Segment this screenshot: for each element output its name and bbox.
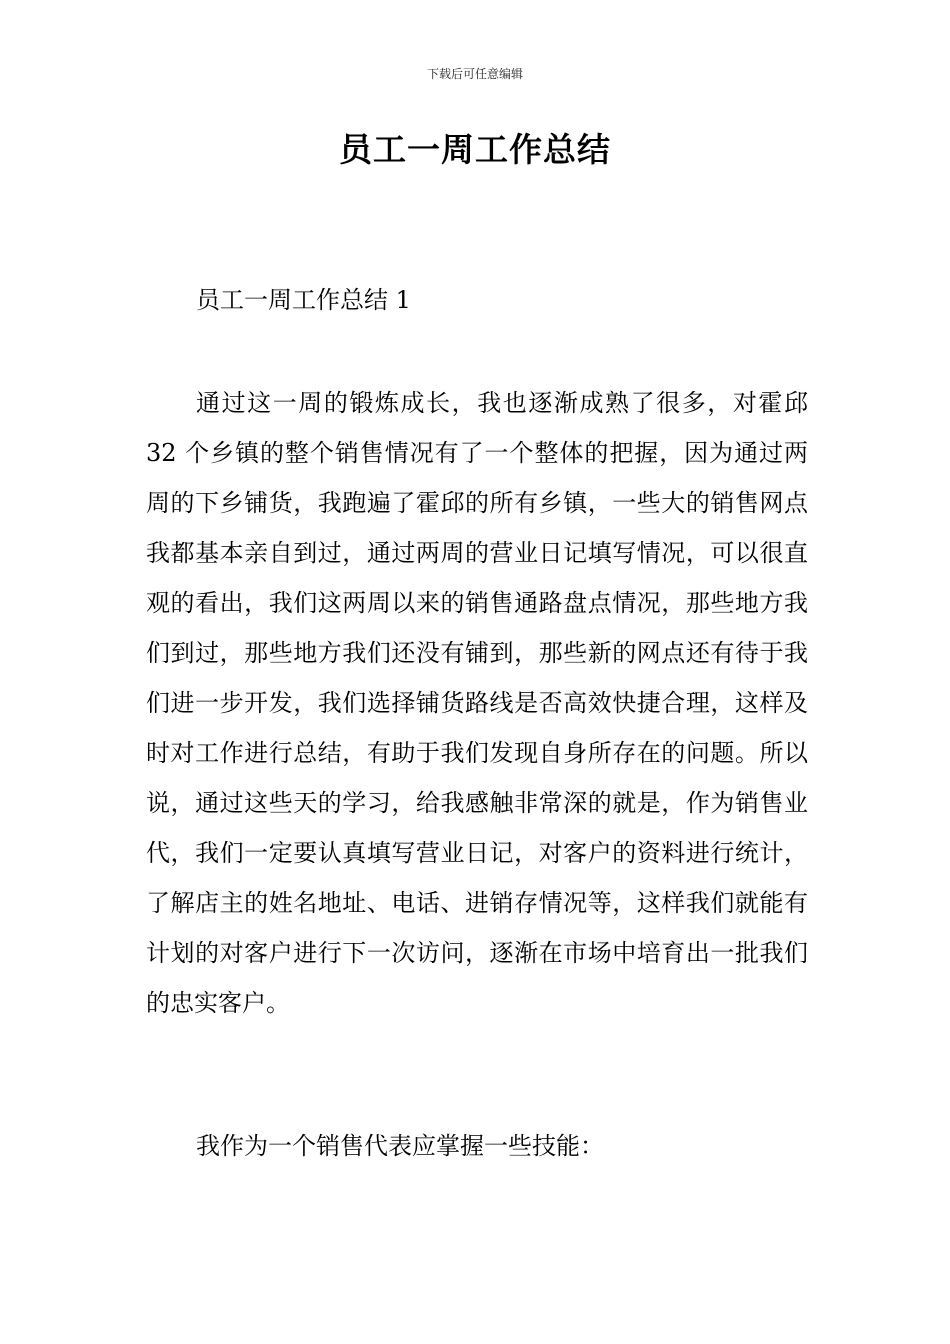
document-title: 员工一周工作总结 — [339, 130, 611, 169]
header-note: 下载后可任意编辑 — [426, 67, 523, 81]
section-heading: 员工一周工作总结 1 — [196, 286, 411, 314]
body-paragraph-1: 通过这一周的锻炼成长，我也逐渐成熟了很多，对霍邱 32 个乡镇的整个销售情况有了一个整体的把握，因为通过两周的下乡铺货，我跑遍了霍邱的所有乡镇，一些大的销售网点我都基本亲自到过，通过两周的营业日记填写情况，可以很直观的看出，我们这两周以来的销售通路盘点情况，那些地方我们到过，那些地方我们还没有铺到，那些新的网点还有待于我们进一步开发，我们选择铺货路线是否高效快捷合理，这样及时对工作进行总结，有助于我们发现自身所存在的问题。所以说，通过这些天的学习，给我感触非常深的就是，作为销售业代，我们一定要认真填写营业日记，对客户的资料进行统计，了解店主的姓名地址、电话、进销存情况等，这样我们就能有计划的对客户进行下一次访问，逐渐在市场中培育出一批我们的忠实客户。 — [146, 389, 808, 1017]
body-paragraph-2: 我作为一个销售代表应掌握一些技能： — [196, 1132, 604, 1160]
